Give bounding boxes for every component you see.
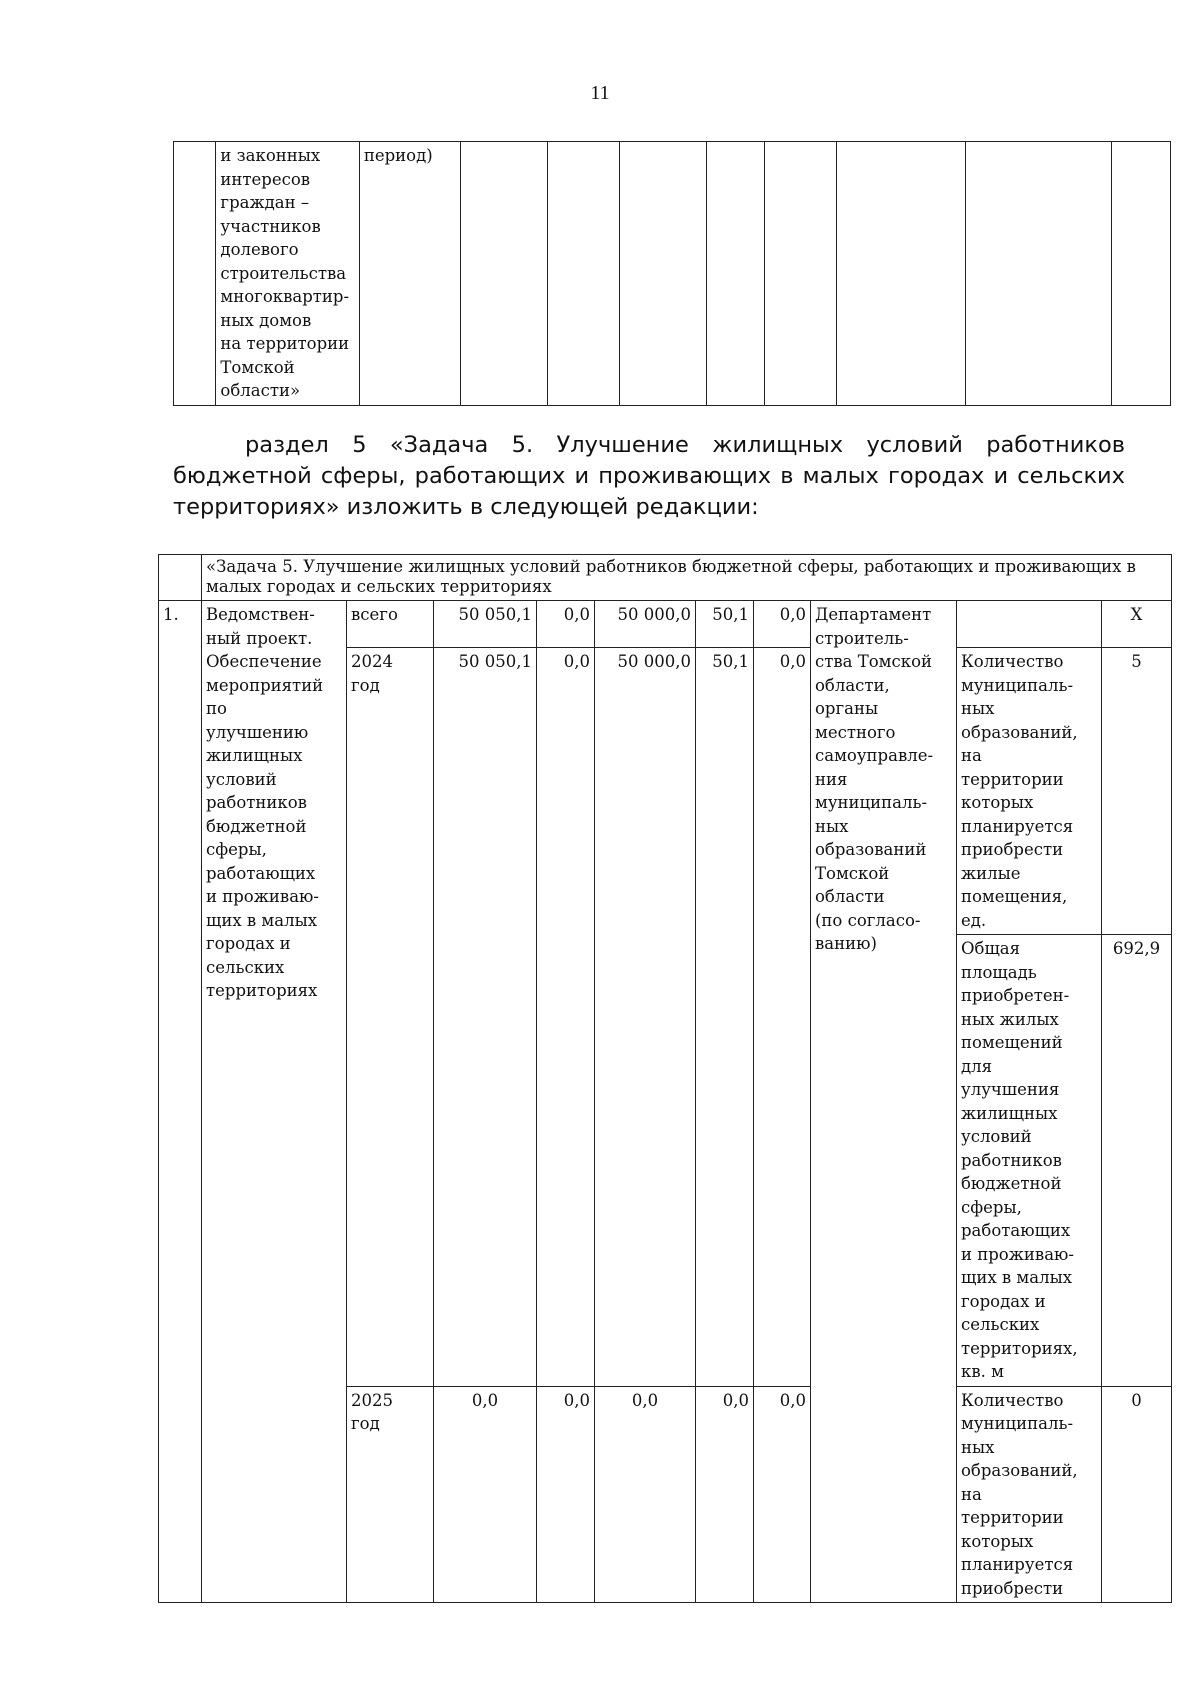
header-empty-cell: [159, 555, 202, 601]
other-amount: 0,0: [754, 648, 811, 1387]
local-amount: 50,1: [696, 601, 754, 648]
indicator-name: Количество муниципаль- ных образований, на территории которых планируется приобрести: [957, 1386, 1102, 1603]
regional-amount: 50 000,0: [595, 648, 696, 1387]
total-amount: 50 050,1: [434, 601, 537, 648]
continuation-name-cell: и законных интересов граждан – участников долевого строительства многоквартир- ных домов на территории Томской области»: [216, 142, 359, 406]
amendment-paragraph: [173, 430, 1125, 523]
federal-amount: 0,0: [537, 1386, 595, 1603]
regional-amount: 50 000,0: [595, 601, 696, 648]
period-label: всего: [347, 601, 434, 648]
continuation-cell: [620, 142, 707, 406]
project-name: Ведомствен- ный проект. Обеспечение мероприятий по улучшению жилищных условий работников бюджетной сферы, работающих и проживаю- щих в малых городах и сельских территориях: [202, 601, 347, 1603]
total-amount: 50 050,1: [434, 648, 537, 1387]
local-amount: 50,1: [696, 648, 754, 1387]
executor: Департамент строитель- ства Томской области, органы местного самоуправле- ния муниципаль- ных образований Томской области (по согласо- ванию): [811, 601, 957, 1603]
amendment-text: раздел 5 «Задача 5. Улучшение жилищных условий работников бюджетной сферы, работающих и проживающих в малых городах и сельских территориях» изложить в следующей редакции:: [173, 432, 1125, 520]
local-amount: 0,0: [696, 1386, 754, 1603]
continuation-table: [173, 141, 1171, 406]
other-amount: 0,0: [754, 601, 811, 648]
total-amount: 0,0: [434, 1386, 537, 1603]
federal-amount: 0,0: [537, 648, 595, 1387]
continuation-cell: [764, 142, 836, 406]
continuation-cell: [547, 142, 620, 406]
period-label: 2024 год: [347, 648, 434, 1387]
page-number: 11: [590, 82, 610, 104]
row-number: 1.: [159, 601, 202, 1603]
indicator-name: Количество муниципаль- ных образований, на территории которых планируется приобрести жилые помещения, ед.: [957, 648, 1102, 935]
continuation-period-cell: период): [359, 142, 460, 406]
task-5-table: [158, 554, 1172, 1603]
continuation-cell: [965, 142, 1111, 406]
regional-amount: 0,0: [595, 1386, 696, 1603]
indicator-name-empty: [957, 601, 1102, 648]
indicator-value: Х: [1102, 601, 1172, 648]
federal-amount: 0,0: [537, 601, 595, 648]
indicator-value: 692,9: [1102, 935, 1172, 1387]
continuation-cell: [836, 142, 965, 406]
indicator-value: 0: [1102, 1386, 1172, 1603]
continuation-cell: [707, 142, 765, 406]
continuation-cell: [174, 142, 216, 406]
period-label: 2025 год: [347, 1386, 434, 1603]
other-amount: 0,0: [754, 1386, 811, 1603]
task-header: «Задача 5. Улучшение жилищных условий работников бюджетной сферы, работающих и проживающих в малых городах и сельских территориях: [202, 555, 1172, 601]
indicator-name: Общая площадь приобретен- ных жилых помещений для улучшения жилищных условий работников бюджетной сферы, работающих и проживаю- щих в малых городах и сельских территориях, кв. м: [957, 935, 1102, 1387]
continuation-cell: [460, 142, 547, 406]
continuation-cell: [1112, 142, 1171, 406]
indicator-value: 5: [1102, 648, 1172, 935]
